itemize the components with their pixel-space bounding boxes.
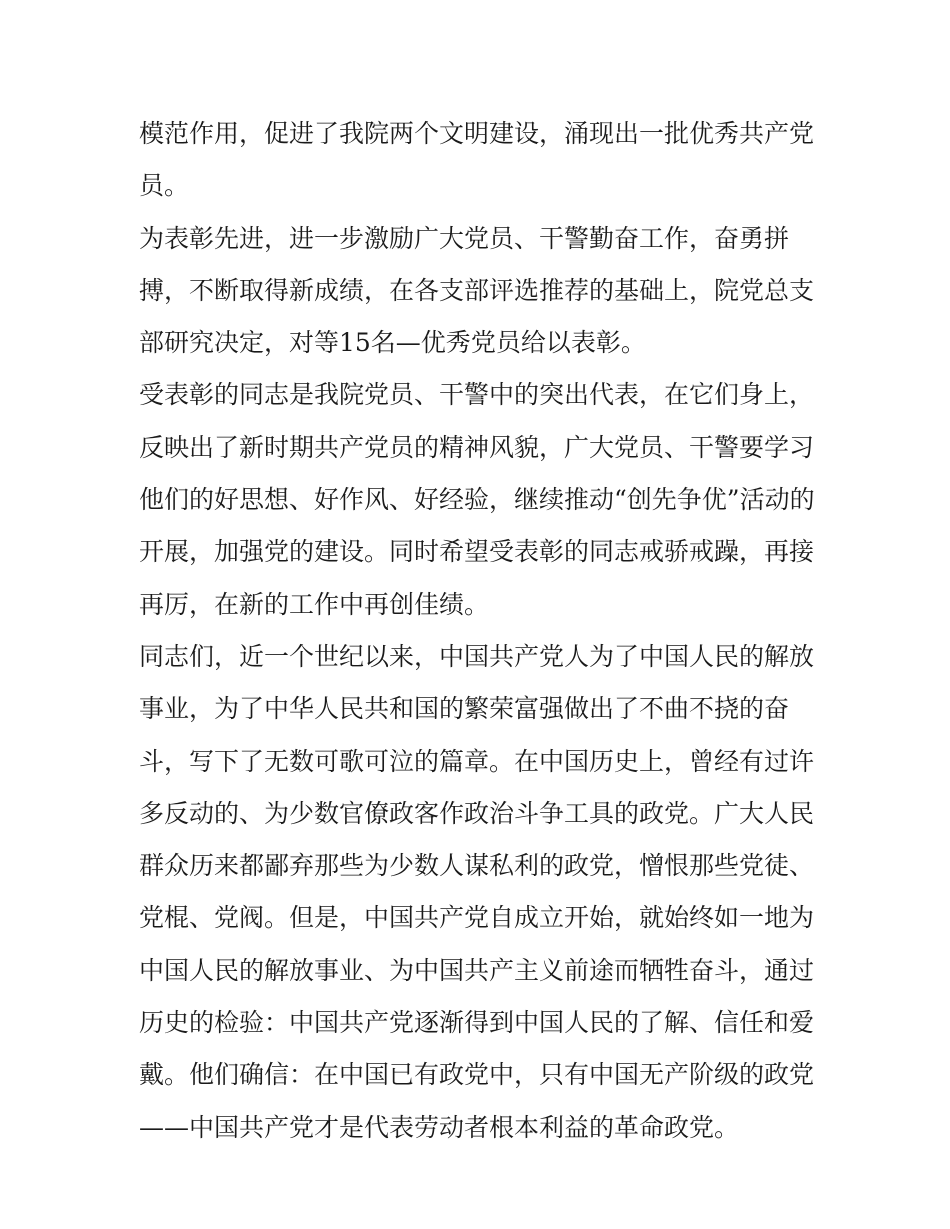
text-line-4: 搏，不断取得新成绩，在各支部评选推荐的基础上，院党总支 [139, 275, 815, 305]
text-line-8: 他们的好思想、好作风、好经验，继续推动“创先争优”活动的 [139, 485, 815, 515]
body-text [139, 108, 819, 1154]
text-line-15: 群众历来都鄙弃那些为少数人谋私利的政党，憎恨那些党徒、 [139, 851, 815, 881]
text-line-7: 反映出了新时期共产党员的精神风貌，广大党员、干警要学习 [139, 432, 815, 462]
text-line-9: 开展，加强党的建设。同时希望受表彰的同志戒骄戒躁，再接 [139, 537, 815, 567]
text-line-17: 中国人民的解放事业、为中国共产主义前途而牺牲奋斗，通过 [139, 955, 815, 985]
text-line-16: 党棍、党阀。但是，中国共产党自成立开始，就始终如一地为 [139, 903, 815, 933]
text-line-14: 多反动的、为少数官僚政客作政治斗争工具的政党。广大人民 [139, 798, 815, 828]
text-line-13: 斗，写下了无数可歌可泣的篇章。在中国历史上，曾经有过许 [139, 746, 815, 776]
text-line-10: 再厉，在新的工作中再创佳绩。 [139, 589, 490, 619]
text-line-2: 员。 [139, 171, 190, 201]
text-line-6: 受表彰的同志是我院党员、干警中的突出代表，在它们身上， [139, 380, 815, 410]
text-line-12: 事业，为了中华人民共和国的繁荣富强做出了不曲不挠的奋 [139, 694, 790, 724]
text-line-11: 同志们，近一个世纪以来，中国共产党人为了中国人民的解放 [139, 641, 815, 671]
text-line-1: 模范作用，促进了我院两个文明建设，涌现出一批优秀共产党 [139, 119, 815, 148]
text-line-19: 戴。他们确信：在中国已有政党中，只有中国无产阶级的政党 [139, 1060, 815, 1090]
text-line-3: 为表彰先进，进一步激励广大党员、干警勤奋工作，奋勇拼 [139, 223, 790, 253]
text-line-20: ——中国共产党才是代表劳动者根本利益的革命政党。 [139, 1112, 740, 1142]
text-line-5: 部研究决定，对等15名—优秀党员给以表彰。 [139, 328, 646, 358]
text-line-18: 历史的检验：中国共产党逐渐得到中国人民的了解、信任和爱 [139, 1008, 815, 1038]
